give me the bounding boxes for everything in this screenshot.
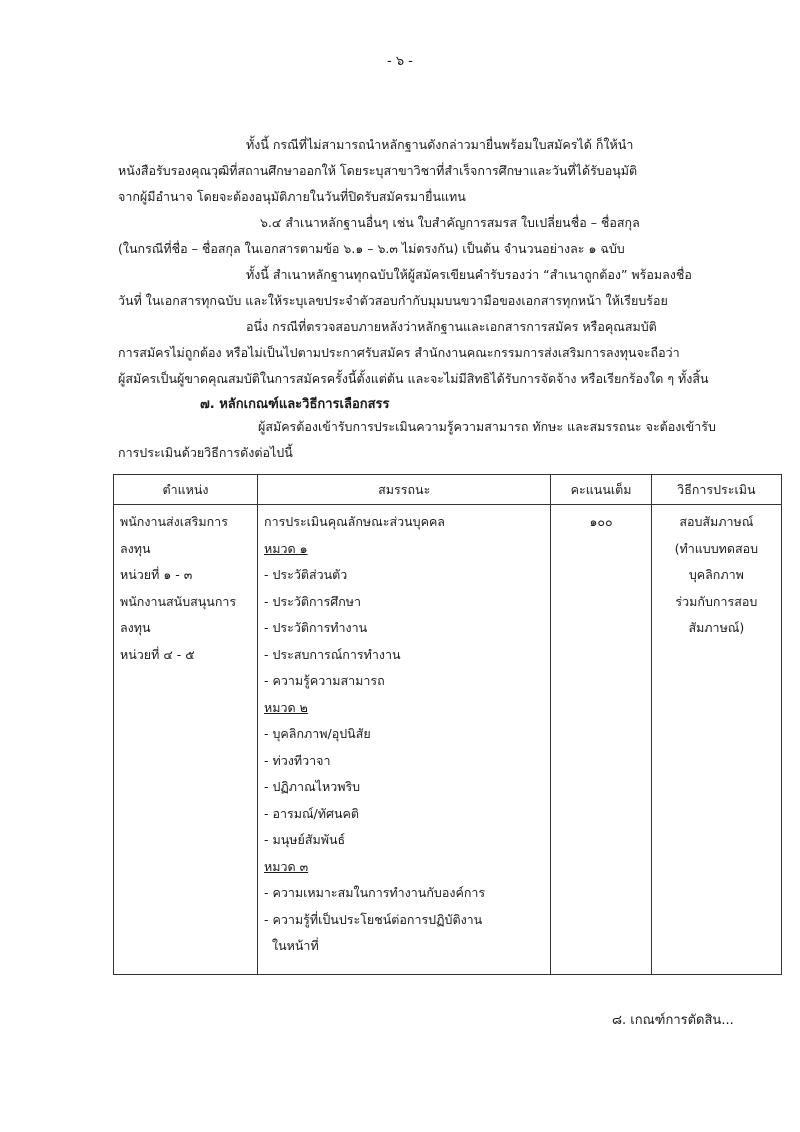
method-line: (ทำแบบทดสอบ	[674, 540, 759, 556]
method-line: สอบสัมภาษณ์	[679, 514, 754, 529]
continued-next-section: ๘. เกณฑ์การตัดสิน...	[612, 1013, 734, 1028]
paragraph-qualification-certificate	[118, 132, 782, 210]
competency-item: - มนุษย์สัมพันธ์	[264, 832, 346, 847]
competency-item: - อารมณ์/ทัศนคติ	[264, 805, 359, 821]
paragraph-line: อนึ่ง กรณีที่ตรวจสอบภายหลังว่าหลักฐานและเอกสารการสมัคร หรือคุณสมบัติ	[246, 319, 657, 334]
paragraph-line: จากผู้มีอำนาจ โดยจะต้องอนุมัติภายในวันที่ปิดรับสมัครมายื่นแทน	[118, 189, 466, 204]
paragraph-line: ทั้งนี้ สำเนาหลักฐานทุกฉบับให้ผู้สมัครเขียนคำรับรองว่า “สำเนาถูกต้อง” พร้อมลงชื่อ	[246, 267, 692, 282]
competency-item: - ประวัติการทำงาน	[264, 620, 368, 635]
competency-item: ในหน้าที่	[272, 938, 319, 953]
section-intro	[118, 414, 782, 466]
table-header-row	[114, 475, 782, 505]
paragraph-line: (ในกรณีที่ชื่อ – ชื่อสกุล ในเอกสารตามข้อ ๖.๑ – ๖.๓ ไม่ตรงกัน) เป็นต้น จำนวนอย่างละ ๑ ฉบับ	[118, 241, 625, 256]
page-number: - ๖ -	[387, 54, 413, 69]
header-full-score: คะแนนเต็ม	[551, 475, 651, 505]
competency-item: - ความเหมาะสมในการทำงานกับองค์การ	[264, 885, 486, 900]
paragraph-line: วันที่ ในเอกสารทุกฉบับ และให้ระบุเลขประจำตัวสอบกำกับมุมบนขวามือของเอกสารทุกหน้า ให้เรียบร้อย	[118, 293, 668, 308]
position-line: หน่วยที่ ๑ - ๓	[120, 567, 193, 582]
header-competency: สมรรถนะ	[258, 475, 551, 505]
competency-item: - ประวัติส่วนตัว	[264, 567, 348, 582]
competency-item: - ประสบการณ์การทำงาน	[264, 646, 401, 662]
cell-full-score	[551, 505, 651, 975]
competency-item: - ประวัติการศึกษา	[264, 593, 362, 609]
full-score-value: ๑๐๐	[589, 514, 613, 529]
cell-competency	[258, 505, 551, 975]
cell-method	[651, 505, 781, 975]
table-row	[114, 505, 782, 975]
competency-item: - บุคลิกภาพ/อุปนิสัย	[264, 726, 371, 741]
paragraph-line: ผู้สมัครเป็นผู้ขาดคุณสมบัติในการสมัครครั้งนี้ตั้งแต่ต้น และจะไม่มีสิทธิได้รับการจัดจ้าง หรือเรียกร้องใด ๆ ทั้งสิ้น	[118, 371, 709, 386]
method-line: สัมภาษณ์)	[688, 620, 745, 635]
paragraph-line: การสมัครไม่ถูกต้อง หรือไม่เป็นไปตามประกาศรับสมัคร สำนักงานคณะกรรมการส่งเสริมการลงทุนจะถือว่า	[118, 345, 680, 360]
group-title: หมวด ๑	[264, 540, 308, 556]
group-title: หมวด ๒	[264, 699, 308, 715]
paragraph-line: ผู้สมัครต้องเข้ารับการประเมินความรู้ความสามารถ ทักษะ และสมรรถนะ จะต้องเข้ารับ	[258, 419, 716, 434]
competency-item: - ความรู้ที่เป็นประโยชน์ต่อการปฏิบัติงาน	[264, 911, 483, 927]
group-title: หมวด ๓	[264, 858, 309, 874]
paragraph-other-documents	[118, 210, 782, 262]
paragraph-line: การประเมินด้วยวิธีการดังต่อไปนี้	[118, 445, 293, 460]
paragraph-disqualification	[118, 314, 782, 392]
cell-positions	[114, 505, 258, 975]
competency-title: การประเมินคุณลักษณะส่วนบุคคล	[264, 514, 445, 529]
competency-item: - ท่วงทีวาจา	[264, 752, 331, 768]
position-line: พนักงานส่งเสริมการลงทุน	[120, 514, 228, 556]
competency-item: - ความรู้ความสามารถ	[264, 673, 385, 688]
position-line: พนักงานสนับสนุนการลงทุน	[120, 593, 237, 635]
method-line: บุคลิกภาพ	[688, 567, 744, 582]
section-heading-selection-criteria: ๗. หลักเกณฑ์และวิธีการเลือกสรร	[200, 397, 390, 412]
paragraph-line: ทั้งนี้ กรณีที่ไม่สามารถนำหลักฐานดังกล่าวมายื่นพร้อมใบสมัครได้ ก็ให้นำ	[246, 137, 634, 152]
competency-item: - ปฏิภาณไหวพริบ	[264, 779, 361, 794]
evaluation-table	[113, 474, 782, 975]
header-method: วิธีการประเมิน	[651, 475, 781, 505]
paragraph-line: ๖.๔ สำเนาหลักฐานอื่นๆ เช่น ใบสำคัญการสมรส ใบเปลี่ยนชื่อ – ชื่อสกุล	[260, 215, 640, 230]
paragraph-line: หนังสือรับรองคุณวุฒิที่สถานศึกษาออกให้ โดยระบุสาขาวิชาที่สำเร็จการศึกษาและวันที่ได้รับอนุมัติ	[118, 163, 638, 178]
position-line: หน่วยที่ ๔ - ๕	[120, 646, 195, 662]
method-line: ร่วมกับการสอบ	[675, 593, 758, 609]
header-position: ตำแหน่ง	[114, 475, 258, 505]
paragraph-certify-copies	[118, 262, 782, 314]
